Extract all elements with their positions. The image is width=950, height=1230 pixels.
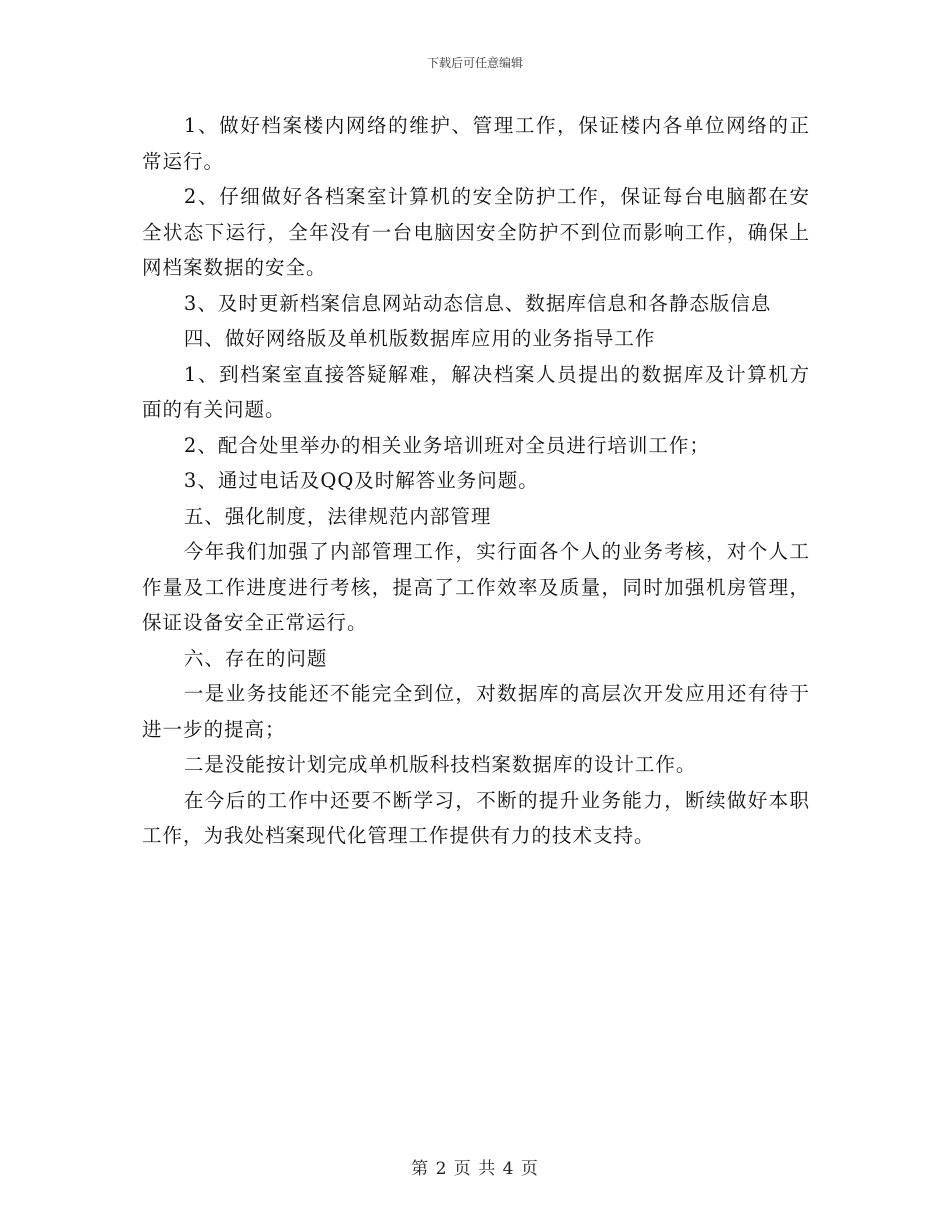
paragraph: 二是没能按计划完成单机版科技档案数据库的设计工作。 — [183, 753, 697, 776]
paragraph: 今年我们加强了内部管理工作，实行面各个人的业务考核，对个人工作量及工作进度进行考核，提高了工作效率及质量，同时加强机房管理，保证设备安全正常运行。 — [142, 540, 810, 634]
paragraph: 3、通过电话及QQ及时解答业务问题。 — [183, 469, 539, 492]
paragraph: 3、及时更新档案信息网站动态信息、数据库信息和各静态版信息 — [183, 291, 772, 315]
paragraph: 1、到档案室直接答疑解难，解决档案人员提出的数据库及计算机方面的有关问题。 — [142, 362, 810, 421]
page-number: 第 2 页 共 4 页 — [411, 1159, 539, 1179]
paragraph: 在今后的工作中还要不断学习，不断的提升业务能力，断续做好本职工作，为我处档案现代化管理工作提供有力的技术支持。 — [142, 788, 810, 847]
paragraph: 一是业务技能还不能完全到位，对数据库的高层次开发应用还有待于进一步的提高； — [142, 682, 810, 741]
section-heading: 五、强化制度，法律规范内部管理 — [183, 504, 492, 528]
paragraph: 1、做好档案楼内网络的维护、管理工作，保证楼内各单位网络的正常运行。 — [142, 114, 810, 173]
paragraph: 2、仔细做好各档案室计算机的安全防护工作，保证每台电脑都在安全状态下运行，全年没有一台电脑因安全防护不到位而影响工作，确保上网档案数据的安全。 — [142, 185, 810, 279]
header-note: 下载后可任意编辑 — [426, 56, 523, 70]
document-body — [142, 108, 810, 854]
paragraph: 2、配合处里举办的相关业务培训班对全员进行培训工作； — [183, 433, 710, 457]
section-heading: 四、做好网络版及单机版数据库应用的业务指导工作 — [183, 327, 656, 350]
section-heading: 六、存在的问题 — [183, 646, 328, 670]
